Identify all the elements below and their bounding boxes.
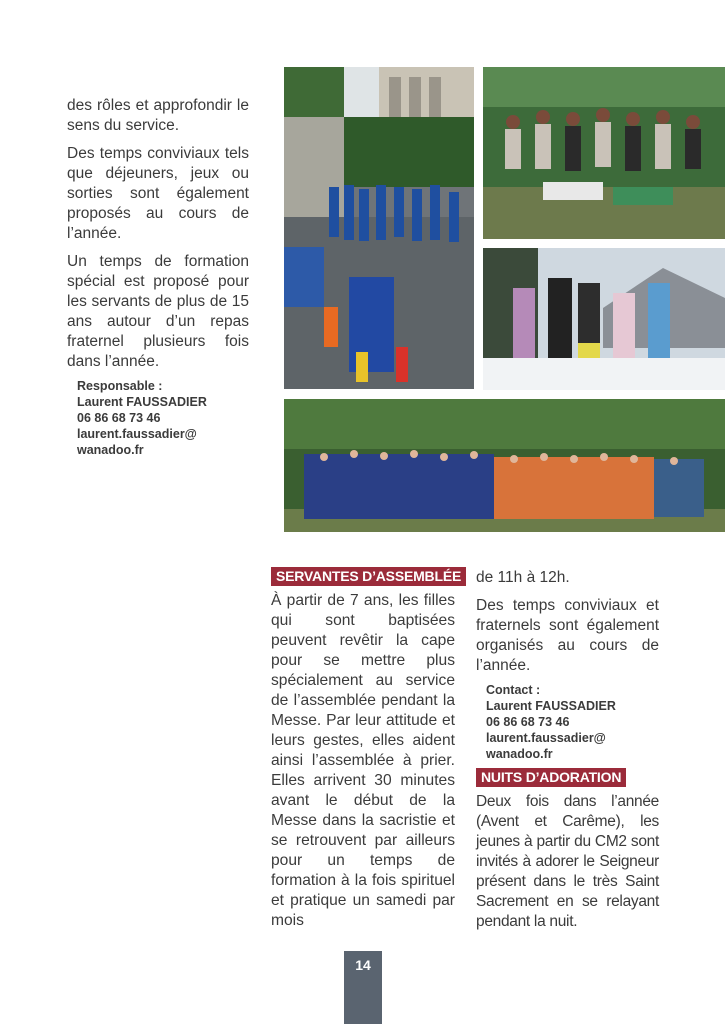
left-paragraph-3: Un temps de formation spécial est proposé pour les servants de plus de 15 ans autour d’un repas fraternel plusieurs fois dans l’année. (67, 253, 249, 370)
right-paragraph-1: de 11h à 12h. (476, 569, 570, 586)
left-paragraph-2: Des temps conviviaux tels que déjeuners, jeux ou sorties sont également proposés au cours de l’année. (67, 145, 249, 242)
contact-email-2: wanadoo.fr (77, 443, 144, 457)
nuits-heading: NUITS D’ADORATION (476, 768, 626, 787)
nuits-paragraph: Deux fois dans l’année (Avent et Carême), les jeunes à partir du CM2 sont invités à adorer le Seigneur présent dans le très Saint Sacrement en se relayant pendant la nuit. (476, 793, 659, 930)
photo-group-forest (483, 67, 725, 239)
left-contact-block (67, 378, 249, 458)
page-number-tab (344, 951, 382, 1024)
contact-email-1: laurent.faussadier@ (486, 731, 606, 745)
contact-phone: 06 86 68 73 46 (486, 715, 570, 729)
middle-column (271, 567, 462, 939)
page-number: 14 (355, 957, 371, 973)
contact-phone: 06 86 68 73 46 (77, 411, 161, 425)
photo-large-group (284, 399, 725, 532)
contact-label: Contact : (486, 683, 541, 697)
left-column (67, 96, 249, 458)
left-paragraph-1: des rôles et approfondir le sens du service. (67, 97, 249, 134)
contact-email-2: wanadoo.fr (486, 747, 553, 761)
contact-label: Responsable : (77, 379, 163, 393)
photo-playground (284, 67, 474, 389)
contact-name: Laurent FAUSSADIER (77, 395, 207, 409)
contact-email-1: laurent.faussadier@ (77, 427, 197, 441)
right-column (476, 568, 659, 940)
right-contact-block (476, 682, 659, 762)
right-paragraph-2: Des temps conviviaux et fraternels sont également organisés au cours de l’année. (476, 597, 659, 674)
photo-snow-mountains (483, 248, 725, 390)
servantes-heading: SERVANTES D’ASSEMBLÉE (271, 567, 466, 586)
servantes-paragraph: À partir de 7 ans, les filles qui sont baptisées peuvent revêtir la cape pour se mettre plus spécialement au service de l’assemblée pendant la Messe. Par leur attitude et leurs gestes, elles aident ainsi l’assemblée à prier. Elles arrivent 30 minutes avant le début de la Messe dans la sacristie et se retrouvent par ailleurs pour un temps de formation à la fois spirituel et pratique un samedi par mois (271, 592, 455, 929)
contact-name: Laurent FAUSSADIER (486, 699, 616, 713)
